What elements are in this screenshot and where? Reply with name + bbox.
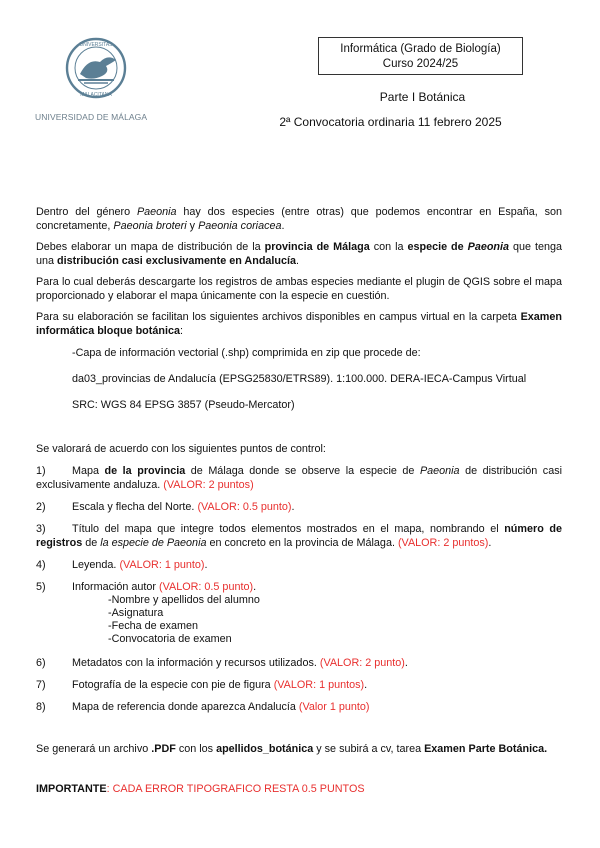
exam-convocatoria: 2ª Convocatoria ordinaria 11 febrero 2025	[279, 115, 502, 129]
important-note: IMPORTANTE: CADA ERROR TIPOGRAFICO RESTA 0.5 PUNTOS	[36, 783, 365, 795]
intro-paragraph-3: Para lo cual deberás descargarte los registros de ambas especies mediante el plugin de QGIS sobre el mapa proporcionado y elaborar el mapa únicamente con la especie en cuestión.	[36, 276, 562, 302]
university-name: UNIVERSIDAD DE MÁLAGA	[35, 112, 148, 122]
file-line-1: -Capa de información vectorial (.shp) comprimida en zip que procede de:	[72, 347, 421, 359]
criteria-intro: Se valorará de acuerdo con los siguientes puntos de control:	[36, 443, 326, 455]
exam-body	[36, 205, 562, 796]
criterion-2: 2) Escala y flecha del Norte. (VALOR: 0.5 punto).	[36, 501, 295, 513]
exam-part: Parte I Botánica	[379, 90, 466, 104]
author-info-list	[36, 594, 562, 646]
intro-paragraph-2: Debes elaborar un mapa de distribución de la provincia de Málaga con la especie de Paeonia que tenga una distribución casi exclusivamente en Andalucía.	[36, 241, 562, 267]
file-line-2: da03_provincias de Andalucía (EPSG25830/ETRS89). 1:100.000. DERA-IECA-Campus Virtual	[72, 373, 527, 385]
svg-text:UNIVERSITAS: UNIVERSITAS	[79, 42, 113, 48]
author-info-item: -Nombre y apellidos del alumno	[108, 594, 260, 606]
criterion-6: 6) Metadatos con la información y recursos utilizados. (VALOR: 2 punto).	[36, 657, 408, 669]
criterion-3: 3) Título del mapa que integre todos elementos mostrados en el mapa, nombrando el número de registros de la especie de Paeonia en concreto en la provincia de Málaga. (VALOR: 2 puntos).	[36, 523, 562, 549]
intro-paragraph-1: Dentro del género Paeonia hay dos especies (entre otras) que podemos encontrar en España, son concretamente, Paeonia broteri y Paeonia coriacea.	[36, 206, 563, 232]
criterion-1: 1) Mapa de la provincia de Málaga donde se observe la especie de Paeonia de distribución casi exclusivamente andaluza. (VALOR: 2 puntos)	[36, 465, 562, 491]
criterion-5: 5) Información autor (VALOR: 0.5 punto).	[36, 581, 257, 593]
submission-instructions: Se generará un archivo .PDF con los apellidos_botánica y se subirá a cv, tarea Examen Parte Botánica.	[36, 743, 548, 755]
university-seal-logo	[50, 36, 142, 100]
author-info-item: -Fecha de examen	[108, 620, 199, 632]
criterion-8: 8) Mapa de referencia donde aparezca Andalucía (Valor 1 punto)	[36, 701, 370, 713]
criterion-4: 4) Leyenda. (VALOR: 1 punto).	[36, 559, 208, 571]
svg-text:MALACITANA: MALACITANA	[80, 92, 112, 98]
file-line-3: SRC: WGS 84 EPSG 3857 (Pseudo-Mercator)	[72, 399, 295, 411]
author-info-item: -Convocatoria de examen	[108, 633, 232, 645]
intro-paragraph-4: Para su elaboración se facilitan los siguientes archivos disponibles en campus virtual en la carpeta Examen informática bloque botánica:	[36, 311, 562, 337]
course-name: Informática (Grado de Biología)	[340, 43, 501, 55]
author-info-item: -Asignatura	[108, 607, 164, 619]
course-year: Curso 2024/25	[382, 58, 459, 70]
course-title-box	[318, 37, 523, 75]
criterion-7: 7) Fotografía de la especie con pie de figura (VALOR: 1 puntos).	[36, 679, 368, 691]
